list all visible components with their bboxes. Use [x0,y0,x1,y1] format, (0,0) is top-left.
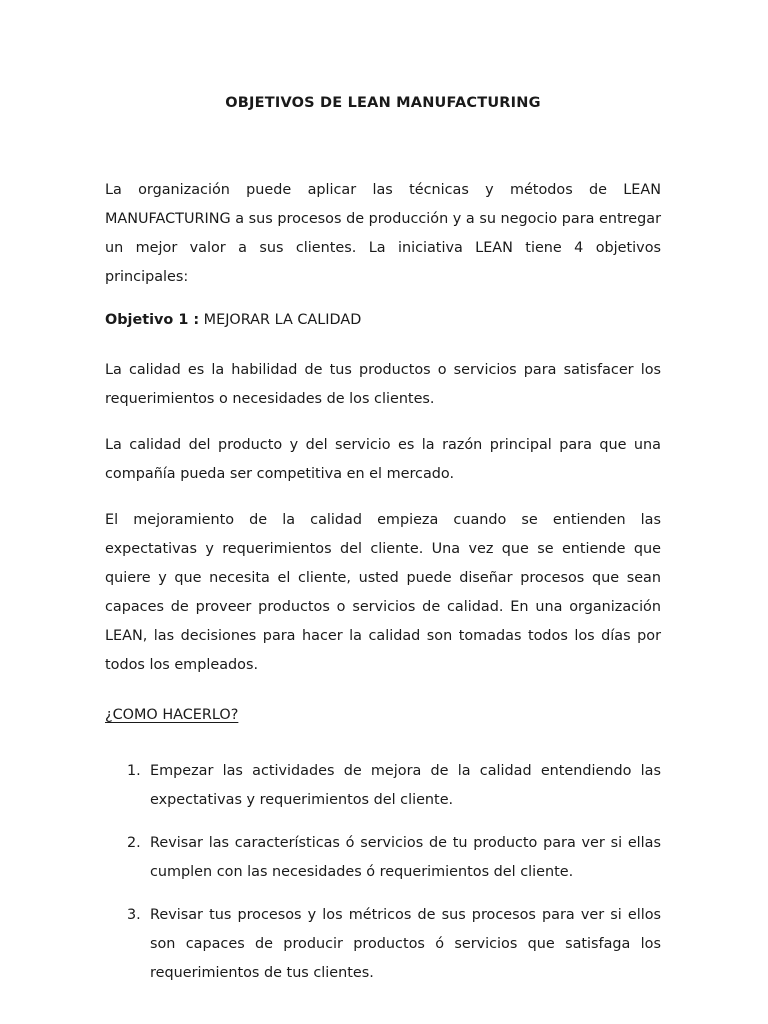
list-item-text: Empezar las actividades de mejora de la calidad entendiendo las expectativas y requerimientos del cliente. [150,763,661,808]
list-item [105,757,661,815]
paragraph-quality-importance: La calidad del producto y del servicio es la razón principal para que una compañía pueda ser competitiva en el mercado. [105,437,661,482]
paragraph-quality-definition: La calidad es la habilidad de tus productos o servicios para satisfacer los requerimientos o necesidades de los clientes. [105,362,661,407]
list-item-text: Revisar tus procesos y los métricos de sus procesos para ver si ellos son capaces de producir productos ó servicios que satisfaga los requerimientos de tus clientes. [150,907,661,981]
list-item [105,901,661,988]
objective-name: MEJORAR LA CALIDAD [199,312,362,328]
objective-heading [105,310,661,330]
objective-number: Objetivo 1 : [105,312,200,328]
list-item-number: 1. [127,763,141,779]
how-to-heading: ¿COMO HACERLO? [105,707,239,723]
paragraph-quality-improvement: El mejoramiento de la calidad empieza cuando se entienden las expectativas y requerimientos del cliente. Una vez que se entiende que quiere y que necesita el cliente, usted puede diseñar procesos que sean capaces de proveer productos o servicios de calidad. En una organización LEAN, las decisiones para hacer la calidad son tomadas todos los días por todos los empleados. [105,512,661,673]
list-item-number: 2. [127,835,141,851]
document-title: OBJETIVOS DE LEAN MANUFACTURING [225,95,541,111]
steps-list [105,757,661,988]
list-item-text: Revisar las características ó servicios de tu producto para ver si ellas cumplen con las necesidades ó requerimientos del cliente. [150,835,661,880]
list-item [105,829,661,887]
list-item-number: 3. [127,907,141,923]
document-page [105,0,661,1002]
intro-paragraph: La organización puede aplicar las técnicas y métodos de LEAN MANUFACTURING a sus procesos de producción y a su negocio para entregar un mejor valor a sus clientes. La iniciativa LEAN tiene 4 objetivos principales: [105,182,661,285]
